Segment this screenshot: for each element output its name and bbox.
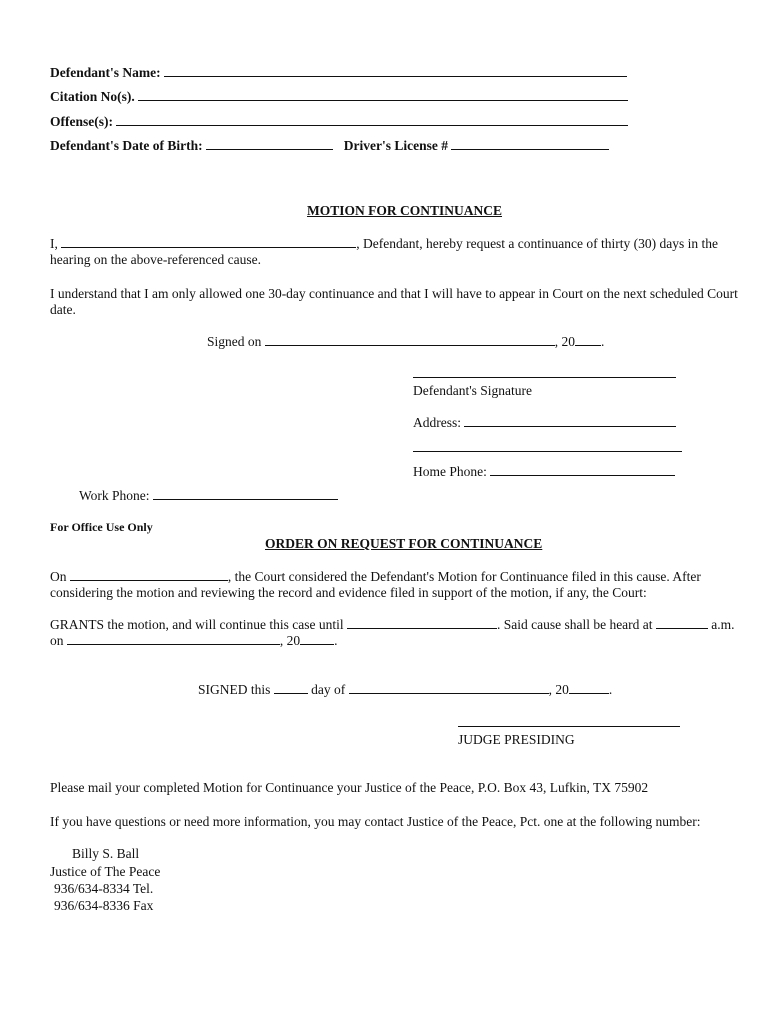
heard-period: .	[334, 633, 338, 648]
offense-label: Offense(s):	[50, 114, 113, 129]
offense-row	[50, 113, 628, 130]
request-text-2: hearing on the above-referenced cause.	[50, 252, 262, 267]
defendant-name-label: Defendant's Name:	[50, 65, 161, 80]
signed-this-label: SIGNED this	[198, 682, 271, 697]
defendant-signature-label: Defendant's Signature	[413, 383, 533, 398]
work-phone-field[interactable]	[153, 487, 338, 500]
signed-day-field[interactable]	[274, 681, 308, 694]
order-on-date-field[interactable]	[70, 568, 228, 581]
defendant-name-field[interactable]	[164, 64, 627, 77]
signed-this-row	[198, 681, 612, 698]
citation-label: Citation No(s).	[50, 89, 135, 104]
judge-presiding-label: JUDGE PRESIDING	[458, 732, 575, 747]
address-row	[413, 414, 676, 431]
dob-field[interactable]	[206, 137, 333, 150]
request-prefix: I,	[50, 236, 58, 251]
citation-row	[50, 88, 628, 105]
work-phone-label: Work Phone:	[79, 488, 150, 503]
contact-title: Justice of The Peace	[50, 864, 161, 879]
defendant-signature-field[interactable]	[413, 377, 676, 378]
signed-order-period: .	[608, 682, 613, 697]
grants-row	[50, 616, 735, 633]
defendant-name-row	[50, 64, 627, 81]
heard-year-field[interactable]	[300, 632, 334, 645]
motion-title: MOTION FOR CONTINUANCE	[307, 203, 503, 218]
address-field-2[interactable]	[413, 451, 682, 452]
signed-on-date-field[interactable]	[265, 333, 555, 346]
grants-text: GRANTS the motion, and will continue this case until	[50, 617, 344, 632]
mail-instructions: Please mail your completed Motion for Continuance your Justice of the Peace, P.O. Box 43, Lufkin, TX 75902	[50, 780, 649, 795]
heard-on-date-field[interactable]	[67, 632, 280, 645]
heard-text: . Said cause shall be heard at	[496, 617, 653, 632]
signed-year-field[interactable]	[575, 333, 601, 346]
license-field[interactable]	[451, 137, 609, 150]
continue-until-field[interactable]	[347, 616, 497, 629]
am-text: a.m.	[711, 617, 735, 632]
judge-signature-field[interactable]	[458, 726, 680, 727]
heard-on-label: on	[50, 633, 64, 648]
work-phone-row	[79, 487, 338, 504]
considered-row	[50, 568, 701, 585]
contact-instructions: If you have questions or need more information, you may contact Justice of the Peace, Pct. one at the following number:	[50, 814, 701, 829]
contact-fax: 936/634-8336 Fax	[54, 898, 154, 913]
license-label: Driver's License #	[343, 138, 448, 153]
signed-period: .	[601, 334, 605, 349]
signed-year-prefix: , 20	[554, 334, 576, 349]
signed-order-year-field[interactable]	[569, 681, 609, 694]
home-phone-row	[413, 463, 675, 480]
address-label: Address:	[413, 415, 461, 430]
dob-license-row	[50, 137, 609, 154]
request-row	[50, 235, 718, 252]
heard-year-prefix: , 20	[279, 633, 301, 648]
signed-on-label: Signed on	[207, 334, 262, 349]
office-use-label: For Office Use Only	[50, 520, 153, 534]
signed-on-row	[207, 333, 604, 350]
defendant-printed-name-field[interactable]	[61, 235, 356, 248]
contact-name: Billy S. Ball	[72, 846, 140, 861]
dob-label: Defendant's Date of Birth:	[50, 138, 203, 153]
understand-text-2: date.	[50, 302, 76, 317]
signed-month-field[interactable]	[349, 681, 549, 694]
request-text: , Defendant, hereby request a continuance of thirty (30) days in the	[356, 236, 718, 251]
home-phone-field[interactable]	[490, 463, 675, 476]
considered-text: , the Court considered the Defendant's Motion for Continuance filed in this cause. After	[227, 569, 701, 584]
home-phone-label: Home Phone:	[413, 464, 487, 479]
address-field[interactable]	[464, 414, 676, 427]
order-title: ORDER ON REQUEST FOR CONTINUANCE	[265, 536, 543, 551]
heard-on-row	[50, 632, 338, 649]
understand-text: I understand that I am only allowed one 30-day continuance and that I will have to appear in Court on the next scheduled Court	[50, 286, 738, 301]
day-of-label: day of	[311, 682, 346, 697]
offense-field[interactable]	[116, 113, 628, 126]
signed-order-year-prefix: , 20	[548, 682, 569, 697]
order-on-label: On	[50, 569, 67, 584]
citation-field[interactable]	[138, 88, 628, 101]
contact-tel: 936/634-8334 Tel.	[54, 881, 154, 896]
heard-time-field[interactable]	[656, 616, 708, 629]
considered-text-2: considering the motion and reviewing the record and evidence filed in support of the motion, if any, the Court:	[50, 585, 647, 600]
